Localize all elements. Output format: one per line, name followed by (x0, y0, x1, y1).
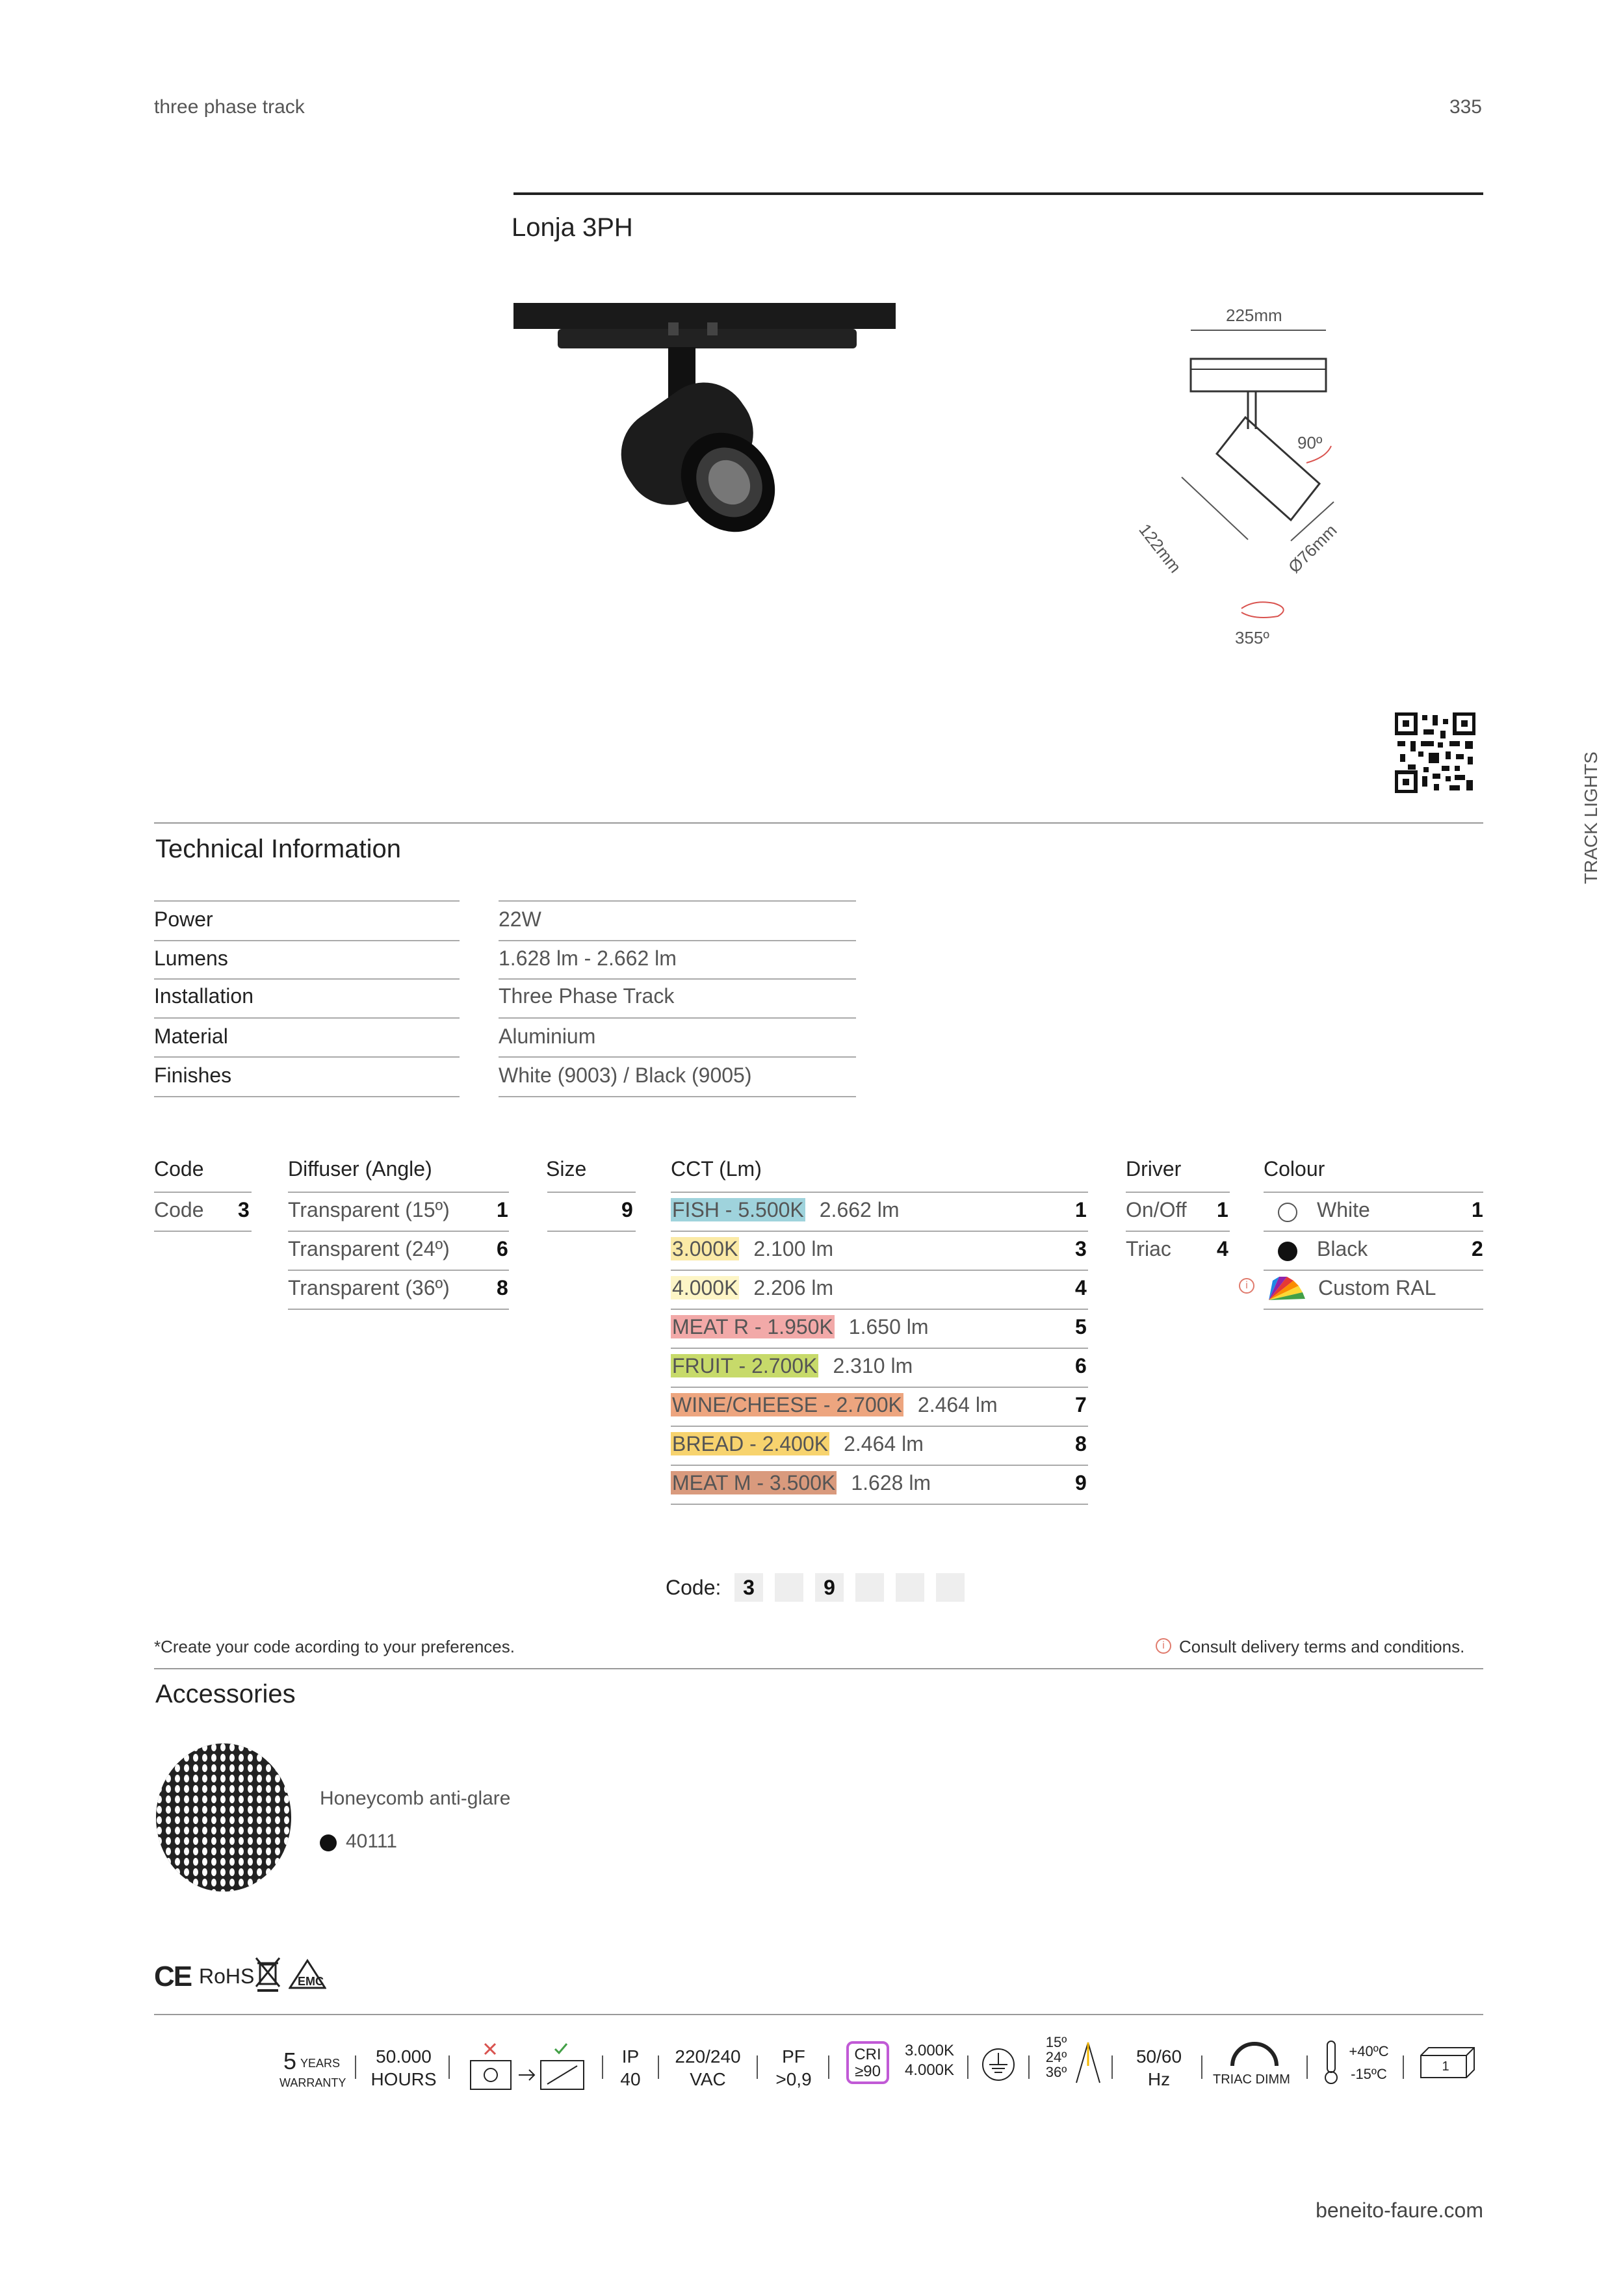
cct-tag: 4.000K (672, 1276, 738, 1299)
cct-row-rule (671, 1387, 1088, 1388)
cct-option[interactable] (671, 1276, 833, 1300)
cct-tag: FISH - 5.500K (672, 1198, 804, 1221)
qr-code-icon[interactable] (1395, 712, 1475, 793)
product-spotlight-image (512, 299, 902, 572)
colour-option[interactable]: Custom RAL (1318, 1276, 1436, 1299)
info-icon[interactable]: i (1239, 1278, 1254, 1294)
driver-option[interactable]: Triac (1126, 1237, 1171, 1260)
cct-code: 5 (1075, 1315, 1087, 1338)
cct-lumens: 2.464 lm (844, 1432, 924, 1455)
cct-row-rule (671, 1465, 1088, 1466)
cct-row-rule (671, 1348, 1088, 1349)
title-rule (513, 192, 1483, 195)
tech-value-finishes: White (9003) / Black (9005) (499, 1063, 752, 1087)
cct-row-rule (671, 1426, 1088, 1427)
ce-mark-icon: CE (154, 1961, 192, 1992)
cct-tag: BREAD - 2.400K (672, 1432, 829, 1455)
dim-tilt: 90º (1297, 433, 1323, 452)
colour-option[interactable]: White (1317, 1198, 1370, 1221)
beam-angle: 24º (1045, 2049, 1067, 2066)
ral-colour-fan-icon (1265, 1274, 1310, 1303)
tech-label-installation: Installation (154, 984, 253, 1008)
black-swatch-icon (1278, 1242, 1297, 1261)
honeycomb-anti-glare-image (155, 1742, 292, 1893)
tech-label-lumens: Lumens (154, 946, 228, 970)
cct-lumens: 1.650 lm (848, 1315, 929, 1338)
product-name: Lonja 3PH (512, 213, 633, 242)
dim-pan: 355º (1235, 628, 1269, 647)
cct-lumens: 1.628 lm (851, 1471, 931, 1494)
code-slot-code[interactable]: 3 (734, 1573, 763, 1602)
col-head-size: Size (546, 1157, 587, 1181)
col-head-cct: CCT (Lm) (671, 1157, 762, 1181)
note-delivery[interactable]: Consult delivery terms and conditions. (1179, 1637, 1465, 1656)
code-slot-cct[interactable] (855, 1573, 884, 1602)
diffuser-code: 6 (497, 1237, 508, 1260)
cct-code: 3 (1075, 1237, 1087, 1260)
cri-value: ≥90 (855, 2063, 881, 2081)
dim-diameter: Ø76mm (1284, 520, 1341, 577)
code-slot-diffuser[interactable] (775, 1573, 803, 1602)
code-slot-colour[interactable] (936, 1573, 965, 1602)
rohs-label: RoHS (199, 1964, 255, 1988)
cct-option[interactable] (671, 1432, 924, 1456)
tech-value-material: Aluminium (499, 1024, 596, 1048)
cri-badge (846, 2041, 889, 2084)
replaceable-light-source-icon (467, 2041, 590, 2093)
cri-label: CRI (854, 2046, 881, 2063)
frequency-value: 50/60 (1136, 2046, 1182, 2067)
code-slot-driver[interactable] (896, 1573, 924, 1602)
cct-tag: WINE/CHEESE - 2.700K (672, 1393, 902, 1416)
driver-option[interactable]: On/Off (1126, 1198, 1187, 1221)
cct-option[interactable] (671, 1471, 931, 1495)
cct-code: 9 (1075, 1471, 1087, 1494)
cct-row-rule (671, 1270, 1088, 1271)
cct-row-rule (671, 1504, 1088, 1505)
ip-value: 40 (620, 2069, 641, 2089)
col-head-code: Code (154, 1157, 204, 1181)
cct-option[interactable] (671, 1198, 899, 1222)
diffuser-option[interactable]: Transparent (24º) (288, 1237, 450, 1260)
cct-tag: 3.000K (672, 1237, 738, 1260)
accessories-rule (154, 1668, 1483, 1669)
voltage-unit: VAC (690, 2069, 726, 2089)
cct-option[interactable] (671, 1237, 833, 1261)
colour-code: 1 (1472, 1198, 1483, 1221)
note-create-code: *Create your code acording to your preferences. (154, 1637, 515, 1656)
hours (368, 2045, 439, 2091)
cct-lumens: 2.662 lm (819, 1198, 900, 1221)
temperature-max: +40ºC (1349, 2043, 1389, 2059)
white-swatch-icon (1278, 1203, 1297, 1222)
dim-width: 225mm (1226, 306, 1282, 325)
info-icon: i (1156, 1638, 1171, 1654)
diffuser-option[interactable]: Transparent (15º) (288, 1198, 450, 1221)
diffuser-code: 8 (497, 1276, 508, 1299)
cct-lumens: 2.206 lm (753, 1276, 834, 1299)
hours-word: HOURS (370, 2069, 437, 2089)
ip-label: IP (621, 2046, 640, 2067)
code-value: 3 (238, 1198, 250, 1221)
earth-ground-icon (980, 2046, 1017, 2083)
svg-text:EMC: EMC (298, 1975, 324, 1988)
cct-code: 7 (1075, 1393, 1087, 1416)
warranty-number: 5 (283, 2048, 297, 2074)
cct-value: 4.000K (904, 2061, 955, 2079)
weee-bin-icon (255, 1957, 281, 1993)
code-slot-size[interactable]: 9 (815, 1573, 844, 1602)
warranty-years: YEARS (300, 2057, 341, 2070)
cct-values (897, 2041, 962, 2080)
cct-tag: MEAT R - 1.950K (672, 1315, 833, 1338)
thermometer-icon (1322, 2039, 1340, 2085)
hours-number: 50.000 (376, 2046, 432, 2067)
website-link[interactable]: beneito-faure.com (1316, 2198, 1483, 2222)
frequency-unit: Hz (1147, 2069, 1171, 2089)
diffuser-option[interactable]: Transparent (36º) (288, 1276, 450, 1299)
col-head-colour: Colour (1264, 1157, 1325, 1181)
black-dot-icon (320, 1834, 337, 1851)
cct-code: 8 (1075, 1432, 1087, 1455)
cct-value: 3.000K (904, 2042, 955, 2059)
cct-code: 1 (1075, 1198, 1087, 1221)
cct-lumens: 2.310 lm (833, 1354, 913, 1377)
cct-option[interactable] (671, 1393, 998, 1417)
cct-tag: FRUIT - 2.700K (672, 1354, 818, 1377)
tech-value-installation: Three Phase Track (499, 984, 675, 1008)
cct-row-rule (671, 1231, 1088, 1232)
cct-option[interactable] (671, 1315, 929, 1339)
col-head-driver: Driver (1126, 1157, 1182, 1181)
code-builder-label: Code: (666, 1576, 721, 1599)
dimension-drawing (1144, 299, 1365, 663)
driver-code: 1 (1217, 1198, 1228, 1221)
size-code[interactable]: 9 (621, 1198, 633, 1221)
page-number: 335 (1449, 96, 1482, 118)
voltage (667, 2045, 749, 2091)
tech-title: Technical Information (155, 835, 401, 863)
triac-dimm-label: TRIAC DIMM (1213, 2072, 1290, 2087)
ip-rating (611, 2045, 650, 2091)
tech-label-material: Material (154, 1024, 228, 1048)
temperature-min: -15ºC (1351, 2066, 1387, 2083)
cct-option[interactable] (671, 1354, 913, 1378)
accessory-code: 40111 (346, 1831, 397, 1852)
beam-angle: 36º (1045, 2064, 1067, 2081)
frequency (1130, 2045, 1188, 2091)
emc-triangle-icon (289, 1958, 326, 1990)
side-tab: TRACK LIGHTS (1581, 751, 1601, 884)
tech-top-rule (154, 822, 1483, 824)
diffuser-code: 1 (497, 1198, 508, 1221)
warranty-word: WARRANTY (279, 2076, 346, 2089)
cct-row-rule (671, 1309, 1088, 1310)
power-factor (766, 2045, 822, 2091)
colour-option[interactable]: Black (1317, 1237, 1368, 1260)
voltage-value: 220/240 (675, 2046, 741, 2067)
tech-value-power: 22W (499, 907, 541, 931)
beam-angles (1040, 2035, 1072, 2080)
dimmer-icon (1228, 2040, 1280, 2068)
beam-angle-icon (1074, 2040, 1102, 2085)
cct-code: 6 (1075, 1354, 1087, 1377)
code-label: Code (154, 1198, 204, 1221)
header-category: three phase track (154, 96, 305, 118)
cct-lumens: 2.100 lm (753, 1237, 834, 1260)
temperature-range (1342, 2040, 1396, 2085)
pf-label: PF (782, 2046, 805, 2067)
specs-rule (154, 2014, 1483, 2015)
col-head-diffuser: Diffuser (Angle) (288, 1157, 432, 1181)
accessories-title: Accessories (155, 1680, 296, 1708)
colour-code: 2 (1472, 1237, 1483, 1260)
accessory-name: Honeycomb anti-glare (320, 1788, 511, 1809)
pf-value: >0,9 (775, 2069, 812, 2089)
cct-code: 4 (1075, 1276, 1087, 1299)
cct-tag: MEAT M - 3.500K (672, 1471, 836, 1494)
tech-label-power: Power (154, 907, 213, 931)
beam-angle: 15º (1045, 2034, 1067, 2050)
tech-value-lumens: 1.628 lm - 2.662 lm (499, 946, 677, 970)
package-quantity: 1 (1442, 2059, 1449, 2074)
dim-length: 122mm (1135, 520, 1186, 577)
driver-code: 4 (1217, 1237, 1228, 1260)
tech-label-finishes: Finishes (154, 1063, 232, 1087)
cct-lumens: 2.464 lm (917, 1393, 998, 1416)
